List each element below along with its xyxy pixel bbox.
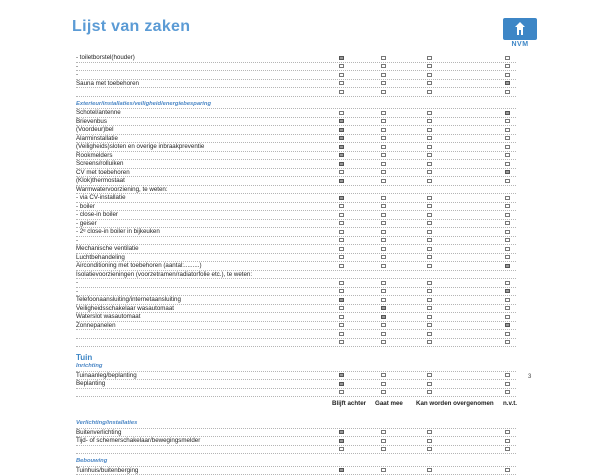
checkbox-col-2[interactable] — [381, 73, 386, 77]
checkbox-col-3[interactable] — [427, 128, 432, 132]
checkbox-col-3[interactable] — [427, 298, 432, 302]
checkbox-col-1[interactable] — [339, 306, 344, 310]
column-header-3: Kan worden overgenomen — [416, 400, 456, 407]
checkbox-col-2[interactable] — [381, 340, 386, 344]
checkbox-col-2[interactable] — [381, 373, 386, 377]
checkbox-col-2[interactable] — [381, 281, 386, 285]
checkbox-col-1[interactable] — [339, 221, 344, 225]
table-row — [76, 237, 516, 246]
checkbox-col-4[interactable] — [505, 390, 510, 394]
checkbox-col-1[interactable] — [339, 390, 344, 394]
checkbox-col-4[interactable] — [505, 323, 510, 327]
table-row — [76, 194, 516, 203]
checkbox-col-2[interactable] — [381, 136, 386, 140]
row-label: - 2ᵉ close-in boiler in bijkeuken — [76, 228, 160, 236]
row-label: Tijd- of schemerschakelaar/bewegingsmelder — [76, 437, 200, 445]
table-row — [76, 203, 516, 212]
row-label: - close-in boiler — [76, 211, 118, 219]
checkbox-col-1[interactable] — [339, 255, 344, 259]
table-row — [76, 211, 516, 220]
checkbox-col-2[interactable] — [381, 179, 386, 183]
checkbox-col-4[interactable] — [505, 306, 510, 310]
row-label: Telefoonaansluiting/internetaansluiting — [76, 296, 181, 304]
table-row — [76, 437, 516, 446]
checkbox-col-3[interactable] — [427, 179, 432, 183]
checkbox-col-3[interactable] — [427, 306, 432, 310]
checkbox-col-1[interactable] — [339, 136, 344, 140]
checkbox-col-4[interactable] — [505, 111, 510, 115]
checkbox-col-1[interactable] — [339, 179, 344, 183]
checkbox-col-2[interactable] — [381, 264, 386, 268]
table-row — [76, 228, 516, 237]
table-row — [76, 330, 516, 339]
row-label: - — [76, 71, 78, 79]
checkbox-col-3[interactable] — [427, 238, 432, 242]
checkbox-col-4[interactable] — [505, 430, 510, 434]
checkbox-col-2[interactable] — [381, 204, 386, 208]
table-row — [76, 109, 516, 118]
section-heading-text: Inrichting — [76, 363, 102, 371]
checkbox-col-4[interactable] — [505, 298, 510, 302]
checkbox-col-3[interactable] — [427, 323, 432, 327]
row-label: - — [76, 63, 78, 71]
table-row — [76, 54, 516, 63]
checkbox-col-4[interactable] — [505, 439, 510, 443]
checkbox-col-3[interactable] — [427, 170, 432, 174]
table-row — [76, 245, 516, 254]
checkbox-col-4[interactable] — [505, 90, 510, 94]
checkbox-col-4[interactable] — [505, 230, 510, 234]
checkbox-col-3[interactable] — [427, 90, 432, 94]
checkbox-col-4[interactable] — [505, 315, 510, 319]
row-label: Tuinhuis/buitenberging — [76, 467, 138, 475]
table-row — [76, 262, 516, 271]
checkbox-col-1[interactable] — [339, 447, 344, 451]
checkbox-col-4[interactable] — [505, 196, 510, 200]
row-label: (Klok)thermostaat — [76, 177, 125, 185]
checkbox-col-4[interactable] — [505, 332, 510, 336]
row-label: (Voordeur)bel — [76, 126, 114, 134]
checkbox-col-2[interactable] — [381, 145, 386, 149]
checkbox-col-1[interactable] — [339, 111, 344, 115]
checkbox-col-2[interactable] — [381, 298, 386, 302]
checkbox-col-1[interactable] — [339, 247, 344, 251]
checkbox-col-1[interactable] — [339, 153, 344, 157]
checkbox-col-4[interactable] — [505, 340, 510, 344]
checkbox-col-3[interactable] — [427, 430, 432, 434]
table-row — [76, 380, 516, 389]
page-number: 3 — [528, 374, 531, 380]
table-row — [76, 429, 516, 438]
table-row — [76, 160, 516, 169]
table-row — [76, 143, 516, 152]
checkbox-col-3[interactable] — [427, 332, 432, 336]
checkbox-col-2[interactable] — [381, 382, 386, 386]
table-row — [76, 467, 516, 475]
row-label: Screens/rolluiken — [76, 160, 123, 168]
table-row — [76, 322, 516, 331]
row-label: Zonnepanelen — [76, 322, 116, 330]
checkbox-col-2[interactable] — [381, 289, 386, 293]
checkbox-col-2[interactable] — [381, 56, 386, 60]
column-header-2: Gaat mee — [375, 400, 393, 407]
checkbox-col-4[interactable] — [505, 373, 510, 377]
row-label: Mechanische ventilatie — [76, 245, 139, 253]
checkbox-col-4[interactable] — [505, 136, 510, 140]
checkbox-col-3[interactable] — [427, 56, 432, 60]
checkbox-col-3[interactable] — [427, 247, 432, 251]
checkbox-col-2[interactable] — [381, 119, 386, 123]
checkbox-col-2[interactable] — [381, 213, 386, 217]
checkbox-col-4[interactable] — [505, 382, 510, 386]
checkbox-col-4[interactable] — [505, 81, 510, 85]
checkbox-col-3[interactable] — [427, 204, 432, 208]
checkbox-col-1[interactable] — [339, 119, 344, 123]
checkbox-col-4[interactable] — [505, 73, 510, 77]
checkbox-col-1[interactable] — [339, 145, 344, 149]
checkbox-col-1[interactable] — [339, 332, 344, 336]
checkbox-col-3[interactable] — [427, 315, 432, 319]
checkbox-col-1[interactable] — [339, 264, 344, 268]
checkbox-col-2[interactable] — [381, 153, 386, 157]
checkbox-col-2[interactable] — [381, 221, 386, 225]
table-row — [76, 152, 516, 161]
row-label: Luchtbehandeling — [76, 254, 125, 262]
table-row — [76, 80, 516, 89]
row-label: Beplanting — [76, 380, 105, 388]
checkbox-col-3[interactable] — [427, 221, 432, 225]
page-title: Lijst van zaken — [72, 18, 190, 36]
checkbox-col-1[interactable] — [339, 128, 344, 132]
nvm-logo — [503, 18, 537, 50]
checkbox-col-2[interactable] — [381, 162, 386, 166]
row-label: CV met toebehoren — [76, 169, 130, 177]
checkbox-col-4[interactable] — [505, 170, 510, 174]
table-row — [76, 71, 516, 80]
table-row — [76, 63, 516, 72]
checkbox-col-4[interactable] — [505, 247, 510, 251]
table-row — [76, 296, 516, 305]
section-heading — [76, 420, 516, 429]
checkbox-col-3[interactable] — [427, 73, 432, 77]
table-row — [76, 389, 516, 398]
nvm-logo-text: NVM — [503, 41, 537, 48]
checkbox-col-3[interactable] — [427, 213, 432, 217]
table-row — [76, 339, 516, 348]
checkbox-col-3[interactable] — [427, 145, 432, 149]
table-row — [76, 220, 516, 229]
checkbox-col-3[interactable] — [427, 255, 432, 259]
checkbox-col-4[interactable] — [505, 145, 510, 149]
checkbox-col-3[interactable] — [427, 382, 432, 386]
table-row — [76, 118, 516, 127]
checkbox-col-4[interactable] — [505, 264, 510, 268]
checkbox-col-1[interactable] — [339, 373, 344, 377]
checkbox-col-2[interactable] — [381, 390, 386, 394]
checkbox-col-3[interactable] — [427, 64, 432, 68]
checkbox-col-1[interactable] — [339, 289, 344, 293]
row-label: Brievenbus — [76, 118, 107, 126]
table-row — [76, 177, 516, 186]
checkbox-col-2[interactable] — [381, 81, 386, 85]
checkbox-col-3[interactable] — [427, 289, 432, 293]
checkbox-col-4[interactable] — [505, 238, 510, 242]
checkbox-col-3[interactable] — [427, 468, 432, 472]
checkbox-col-2[interactable] — [381, 255, 386, 259]
checkbox-col-2[interactable] — [381, 315, 386, 319]
row-label: - — [76, 288, 78, 296]
checkbox-col-3[interactable] — [427, 136, 432, 140]
checkbox-col-1[interactable] — [339, 340, 344, 344]
table-row — [76, 446, 516, 455]
checkbox-col-3[interactable] — [427, 230, 432, 234]
checkbox-col-3[interactable] — [427, 196, 432, 200]
row-label: Warmwatervoorziening, te weten: — [76, 186, 168, 194]
checkbox-col-4[interactable] — [505, 153, 510, 157]
section-heading — [76, 363, 516, 372]
checkbox-col-4[interactable] — [505, 162, 510, 166]
row-label: Alarminstallatie — [76, 135, 118, 143]
checkbox-col-2[interactable] — [381, 230, 386, 234]
checkbox-col-3[interactable] — [427, 111, 432, 115]
row-label: - boiler — [76, 203, 95, 211]
checkbox-col-1[interactable] — [339, 204, 344, 208]
checkbox-col-2[interactable] — [381, 468, 386, 472]
checkbox-col-4[interactable] — [505, 128, 510, 132]
section-heading-text: Bebouwing — [76, 458, 107, 466]
table-row — [76, 288, 516, 297]
table-row — [76, 271, 516, 280]
checkbox-col-2[interactable] — [381, 332, 386, 336]
checkbox-col-3[interactable] — [427, 153, 432, 157]
checkbox-col-4[interactable] — [505, 255, 510, 259]
table-row — [76, 135, 516, 144]
section-heading — [76, 458, 516, 467]
column-header-4: n.v.t. — [500, 400, 520, 407]
checkbox-col-1[interactable] — [339, 430, 344, 434]
row-label: Airconditioning met toebehoren (aantal:.........) — [76, 262, 202, 270]
section-title — [76, 353, 516, 363]
table-row — [76, 313, 516, 322]
checkbox-col-4[interactable] — [505, 179, 510, 183]
checkbox-col-2[interactable] — [381, 64, 386, 68]
checkbox-col-4[interactable] — [505, 119, 510, 123]
checkbox-col-3[interactable] — [427, 439, 432, 443]
checkbox-col-1[interactable] — [339, 382, 344, 386]
checkbox-col-2[interactable] — [381, 111, 386, 115]
row-label: (Veiligheids)sloten en overige inbraakpreventie — [76, 143, 204, 151]
checkbox-col-2[interactable] — [381, 439, 386, 443]
checkbox-col-3[interactable] — [427, 281, 432, 285]
column-header-1: Blijft achter — [332, 400, 352, 407]
checkbox-col-4[interactable] — [505, 56, 510, 60]
row-label: - toiletborstel(houder) — [76, 54, 135, 62]
checkbox-col-2[interactable] — [381, 447, 386, 451]
checkbox-col-1[interactable] — [339, 323, 344, 327]
checkbox-col-2[interactable] — [381, 247, 386, 251]
row-label: Waterslot wasautomaat — [76, 313, 140, 321]
row-label: Tuinaanleg/beplanting — [76, 372, 137, 380]
checkbox-col-1[interactable] — [339, 170, 344, 174]
checkbox-col-2[interactable] — [381, 128, 386, 132]
checkbox-col-2[interactable] — [381, 430, 386, 434]
row-label: - — [76, 279, 78, 287]
nvm-logo-icon — [503, 18, 537, 40]
section-title-text: Tuin — [76, 353, 92, 363]
checkbox-col-1[interactable] — [339, 162, 344, 166]
checkbox-col-3[interactable] — [427, 340, 432, 344]
checkbox-col-3[interactable] — [427, 162, 432, 166]
checkbox-col-1[interactable] — [339, 196, 344, 200]
checkbox-col-1[interactable] — [339, 64, 344, 68]
checkbox-col-3[interactable] — [427, 447, 432, 451]
checkbox-col-3[interactable] — [427, 373, 432, 377]
checkbox-col-1[interactable] — [339, 468, 344, 472]
checkbox-col-4[interactable] — [505, 468, 510, 472]
checkbox-col-1[interactable] — [339, 56, 344, 60]
checkbox-col-4[interactable] — [505, 213, 510, 217]
table-row — [76, 279, 516, 288]
checkbox-col-3[interactable] — [427, 119, 432, 123]
checkbox-col-3[interactable] — [427, 81, 432, 85]
checkbox-col-1[interactable] — [339, 298, 344, 302]
row-label: Schotel/antenne — [76, 109, 121, 117]
checkbox-col-1[interactable] — [339, 439, 344, 443]
table-row — [76, 305, 516, 314]
column-header-row — [76, 400, 516, 416]
checkbox-col-1[interactable] — [339, 238, 344, 242]
checklist-table — [76, 54, 516, 475]
checkbox-col-4[interactable] — [505, 221, 510, 225]
checkbox-col-4[interactable] — [505, 281, 510, 285]
checkbox-col-4[interactable] — [505, 64, 510, 68]
checkbox-col-1[interactable] — [339, 315, 344, 319]
checkbox-col-2[interactable] — [381, 170, 386, 174]
checkbox-col-3[interactable] — [427, 390, 432, 394]
row-label: Buitenverlichting — [76, 429, 121, 437]
row-label: - geiser — [76, 220, 97, 228]
checkbox-col-1[interactable] — [339, 213, 344, 217]
checkbox-col-2[interactable] — [381, 306, 386, 310]
checkbox-col-2[interactable] — [381, 323, 386, 327]
checkbox-col-2[interactable] — [381, 196, 386, 200]
checkbox-col-1[interactable] — [339, 230, 344, 234]
section-heading — [76, 101, 516, 110]
checkbox-col-4[interactable] — [505, 447, 510, 451]
table-row — [76, 186, 516, 195]
row-label: Isolatievoorzieningen (voorzetramen/radiatorfolie etc.), te weten: — [76, 271, 252, 279]
row-label: - via CV-installatie — [76, 194, 126, 202]
table-row — [76, 126, 516, 135]
checkbox-col-4[interactable] — [505, 204, 510, 208]
table-row — [76, 88, 516, 97]
section-heading-text: Verlichting/installaties — [76, 420, 137, 428]
table-row — [76, 372, 516, 381]
checkbox-col-1[interactable] — [339, 81, 344, 85]
section-heading-text: Exterieur/installaties/veiligheid/energiebesparing — [76, 101, 211, 109]
row-label: - — [76, 237, 78, 245]
row-label: Sauna met toebehoren — [76, 80, 139, 88]
table-row — [76, 169, 516, 178]
checkbox-col-3[interactable] — [427, 264, 432, 268]
row-label: Veiligheidsschakelaar wasautomaat — [76, 305, 174, 313]
row-label: Rookmelders — [76, 152, 112, 160]
table-row — [76, 254, 516, 263]
checkbox-col-4[interactable] — [505, 289, 510, 293]
checkbox-col-2[interactable] — [381, 238, 386, 242]
checkbox-col-1[interactable] — [339, 90, 344, 94]
checkbox-col-1[interactable] — [339, 73, 344, 77]
checkbox-col-2[interactable] — [381, 90, 386, 94]
checkbox-col-1[interactable] — [339, 281, 344, 285]
